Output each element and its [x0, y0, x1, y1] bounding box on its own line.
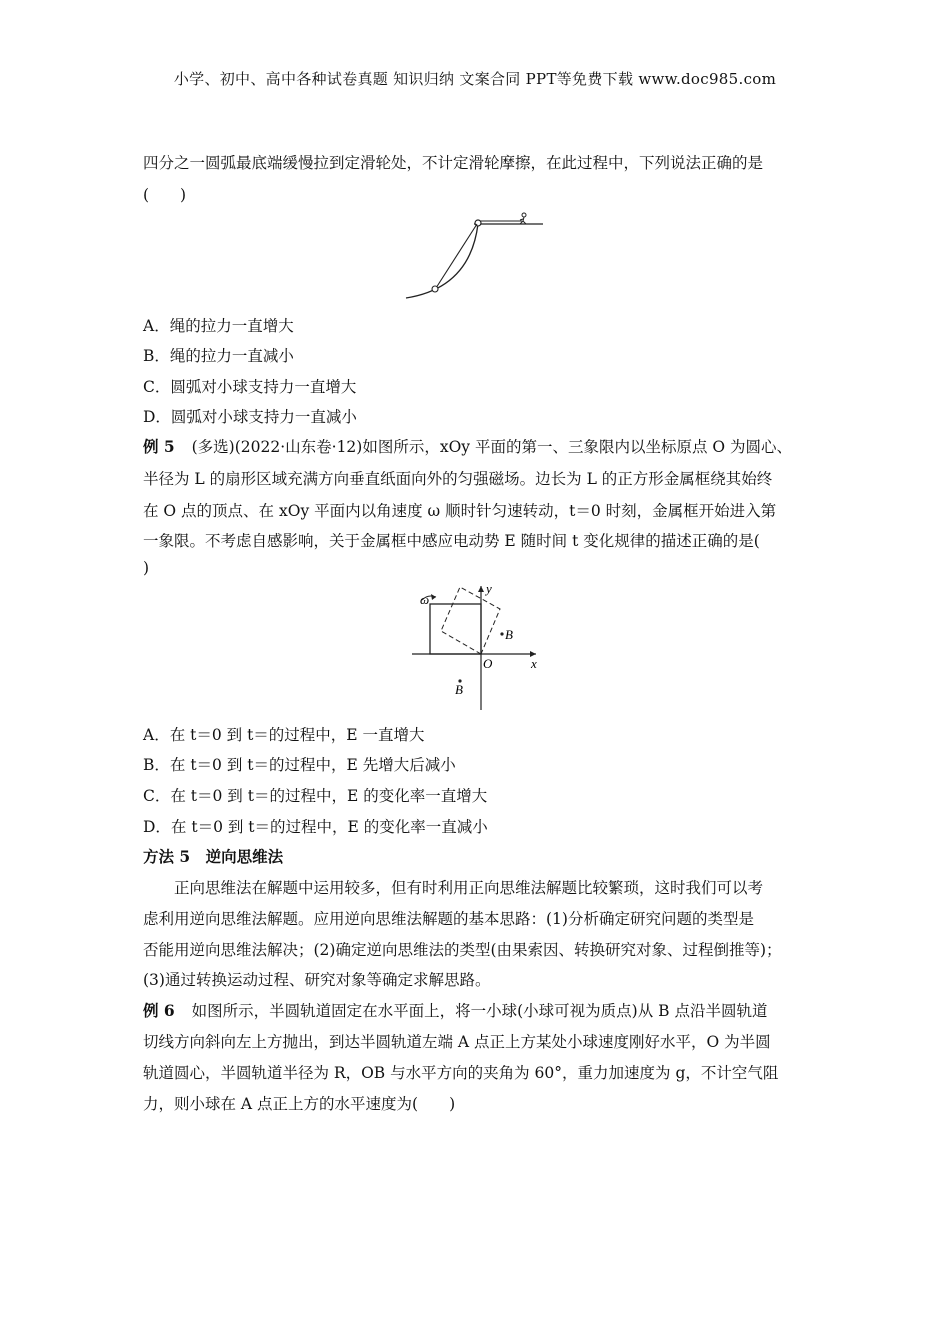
stem-line: 力，则小球在 A 点正上方的水平速度为( ): [143, 1095, 456, 1113]
answer-paren: ): [143, 559, 150, 577]
omega-arrowhead: [431, 594, 436, 600]
example-label: 例 6: [143, 1001, 175, 1020]
stem-line: 半径为 L 的扇形区域充满方向垂直纸面向外的匀强磁场。边长为 L 的正方形金属框绕其始终: [143, 470, 773, 488]
rotated-frame-dashed: [441, 587, 500, 654]
option-a: A．绳的拉力一直增大: [143, 317, 294, 335]
rotating-frame-figure: [408, 582, 548, 712]
origin-label: O: [483, 656, 493, 671]
stem-line: 一象限。不考虑自感影响，关于金属框中感应电动势 E 随时间 t 变化规律的描述正确的是(: [143, 532, 760, 550]
option-d: D．圆弧对小球支持力一直减小: [143, 408, 357, 426]
stem-line: 如图所示，半圆轨道固定在水平面上，将一小球(小球可视为质点)从 B 点沿半圆轨道: [191, 1002, 768, 1020]
answer-paren: ( ): [143, 186, 187, 204]
stem-line: 轨道圆心，半圆轨道半径为 R，OB 与水平方向的夹角为 60°，重力加速度为 g，不计空气阻: [143, 1064, 779, 1082]
stem-line: 在 O 点的顶点、在 xOy 平面内以角速度 ω 顺时针匀速转动，t＝0 时刻，金属框开始进入第: [143, 502, 777, 520]
b-dot-first: [500, 632, 503, 635]
option-b: B．在 t＝0 到 t＝的过程中，E 先增大后减小: [143, 756, 456, 774]
y-arrow: [478, 586, 484, 592]
paragraph-line: 正向思维法在解题中运用较多，但有时利用正向思维法解题比较繁琐，这时我们可以考: [174, 879, 764, 897]
paragraph-line: 虑利用逆向思维法解题。应用逆向思维法解题的基本思路：(1)分析确定研究问题的类型是: [143, 910, 754, 928]
omega-label: ω: [420, 592, 430, 607]
paragraph-line: (3)通过转换运动过程、研究对象等确定求解思路。: [143, 971, 491, 989]
small-ball: [432, 286, 438, 292]
stem-line: 切线方向斜向左上方抛出，到达半圆轨道左端 A 点正上方某处小球速度刚好水平，O 为半圆: [143, 1033, 771, 1051]
option-d: D．在 t＝0 到 t＝的过程中，E 的变化率一直减小: [143, 818, 488, 836]
pulley-arc-figure: [400, 208, 550, 303]
section-title: 方法 5 逆向思维法: [143, 847, 284, 866]
example-label: 例 5: [143, 437, 175, 456]
page-header: 小学、初中、高中各种试卷真题 知识归纳 文案合同 PPT等免费下载 www.doc985.com: [173, 70, 777, 88]
rope-to-ball: [436, 224, 477, 288]
quarter-arc: [406, 224, 478, 298]
x-label: x: [531, 656, 537, 671]
person-icon: [520, 213, 526, 224]
stem-line: (多选)(2022·山东卷·12)如图所示，xOy 平面的第一、三象限内以坐标原点 O 为圆心、: [191, 438, 793, 456]
stem-line: 四分之一圆弧最底端缓慢拉到定滑轮处，不计定滑轮摩擦，在此过程中，下列说法正确的是: [143, 154, 764, 172]
y-label: y: [486, 582, 492, 596]
option-c: C．在 t＝0 到 t＝的过程中，E 的变化率一直增大: [143, 787, 488, 805]
b-label-first: B: [505, 627, 513, 642]
option-b: B．绳的拉力一直减小: [143, 347, 294, 365]
paragraph-line: 否能用逆向思维法解决；(2)确定逆向思维法的类型(由果索因、转换研究对象、过程倒推等)；: [143, 941, 782, 959]
b-label-third: B: [455, 682, 463, 697]
square-frame: [430, 604, 481, 654]
option-a: A．在 t＝0 到 t＝的过程中，E 一直增大: [143, 726, 425, 744]
option-c: C．圆弧对小球支持力一直增大: [143, 378, 357, 396]
